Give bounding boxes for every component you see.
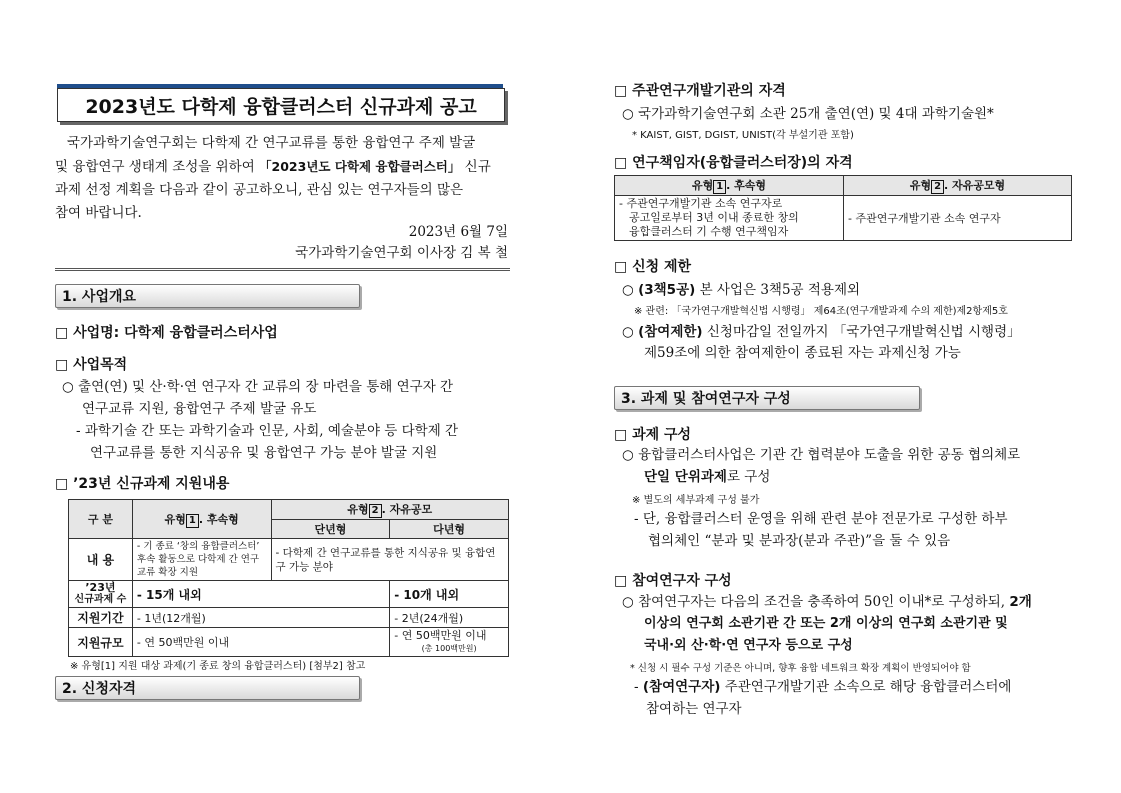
limit-note: ※ 관련: 「국가연구개발혁신법 시행령」 제64조(연구개발과제 수의 제한)제2항제5호 [634,306,1008,317]
row-scale-type2 [390,628,509,657]
purpose-item-2: - 과학기술 간 또는 과학기술과 인문, 사회, 예술분야 등 다학제 간 [76,423,459,439]
task-item-1 [622,444,1082,488]
section-3-header: 3. 과제 및 참여연구자 구성 [614,386,920,410]
th-type1-a: 유형 [164,512,186,526]
member-item-2 [634,676,1084,720]
pi-th-type1-a: 유형 [691,179,714,192]
row-period-type1: - 1년(12개월) [132,608,389,628]
purpose-list [62,376,512,464]
th-type1-b: . 후속형 [198,512,239,526]
pi-table [614,175,1072,241]
row-content-label: 내 용 [69,539,133,581]
member-item-1-a: ○ 참여연구자는 다음의 조건을 충족하여 50인 이내*로 구성하되, [622,594,1010,610]
org-note: * KAIST, GIST, DGIST, UNIST(각 부설기관 포함) [632,130,854,141]
task-item-2-cont: 협의체인 “분과 및 분과장(분과 주관)”을 둘 수 있음 [648,533,951,549]
th-type2 [271,500,508,520]
member-item-2-tag: (참여연구자) [642,679,721,695]
intro-line-3: 과제 선정 계획을 다음과 같이 공고하오니, 관심 있는 연구자들의 많은 [55,182,464,198]
support-heading: □ ’23년 신규과제 지원내용 [55,476,230,492]
limit-item-1-text: 본 사업은 3책5공 적용제외 [695,282,861,298]
task-item-1-tail: 로 구성 [726,469,771,485]
support-table [68,499,509,657]
intro-line-2a: 및 융합연구 생태계 조성을 위하여 [55,159,260,175]
th-single: 단년형 [271,520,390,539]
pi-cell-type1 [615,196,844,241]
pi-th-type2 [844,176,1072,196]
row-scale-label: 지원규모 [69,628,133,657]
th-type2-b: . 자유공모 [381,503,433,516]
th-type1-num: 1 [186,514,199,528]
org-item-1: ○ 국가과학기술연구회 소관 25개 출연(연) 및 4대 과학기술원* [622,106,994,122]
section-2-header: 2. 신청자격 [55,676,360,700]
task-item-1-line: ○ 융합클러스터사업은 기관 간 협력분야 도출을 위한 공동 협의체로 [622,447,1021,463]
purpose-item-2-cont: 연구교류를 통한 지식공유 및 융합연구 가능 분야 발굴 지원 [90,445,438,461]
member-item-1-d: 국내·외 산·학·연 연구자 등으로 구성 [644,638,853,653]
pi-cell-type1-c: 융합클러스터 기 수행 연구책임자 [629,225,789,238]
pi-th-type2-num: 2 [931,180,944,194]
page-title [57,88,505,122]
notice-signer: 국가과학기술연구회 이사장 김 복 철 [295,245,508,261]
table-note: ※ 유형[1] 지원 대상 과제(기 종료 창의 융합클러스터) [첨부2] 참고 [70,661,366,672]
task-item-2-line: - 단, 융합클러스터 운영을 위해 관련 분야 전문가로 구성한 하부 [634,511,1008,527]
purpose-heading: □ 사업목적 [55,357,128,373]
pi-heading: □ 연구책임자(융합클러스터장)의 자격 [614,155,853,171]
intro-line-4: 참여 바랍니다. [55,205,142,221]
th-type2-num: 2 [369,504,382,518]
task-item-2 [634,508,1084,552]
pi-cell-type1-b: 공고일로부터 3년 이내 종료한 창의 [629,211,799,224]
notice-date: 2023년 6월 7일 [408,224,508,240]
row-scale-type2-b: (총 100백만원) [421,644,477,653]
th-type2-a: 유형 [347,503,369,516]
task-item-1-emph: 단일 단위과제 [644,469,727,485]
member-note: * 신청 시 필수 구성 기준은 아니며, 향후 융합 네트워크 확장 계획이 반영되어야 함 [630,663,971,674]
divider [55,268,510,271]
task-note: ※ 별도의 세부과제 구성 불가 [632,495,760,506]
page-title-text: 2023년도 다학제 융합클러스터 신규과제 공고 [85,95,477,118]
intro-emphasis: 「2023년도 다학제 융합클러스터」 [259,159,461,174]
row-count-label [69,581,133,608]
purpose-item-1: ○ 출연(연) 및 산·학·연 연구자 간 교류의 장 마련을 통해 연구자 간 [62,379,454,395]
intro-line-1: 국가과학기술연구회는 다학제 간 연구교류를 통한 융합연구 주제 발굴 [67,135,476,151]
row-count-type1: - 15개 내외 [132,581,389,608]
row-scale-type1: - 연 50백만원 이내 [132,628,389,657]
intro-line-2c: 신규 [460,159,491,175]
pi-th-type2-b: . 자유공모형 [944,179,1006,192]
member-item-1-c: 이상의 연구회 소관기관 간 또는 2개 이상의 연구회 소관기관 및 [644,616,1008,631]
org-heading: □ 주관연구개발기관의 자격 [614,83,786,99]
pi-cell-type2: - 주관연구개발기관 소속 연구자 [844,196,1072,241]
member-item-2-text: 주관연구개발기관 소속으로 해당 융합클러스터에 [720,679,1012,695]
row-scale-type2-a: - 연 50백만원 이내 [394,629,487,642]
limit-item-2-text: 신청마감일 전일까지 「국가연구개발혁신법 시행령」 [702,324,1021,340]
pi-th-type2-a: 유형 [909,179,932,192]
member-item-1 [622,591,1087,657]
purpose-item-1-cont: 연구교류 지원, 융합연구 주제 발굴 유도 [82,401,317,417]
row-period-type2: - 2년(24개월) [390,608,509,628]
pi-th-type1-b: . 후속형 [726,179,767,192]
row-content-type1: - 기 종료 ‘창의 융합클러스터’ 후속 활동으로 다학제 간 연구 교류 확장 지원 [132,539,271,581]
intro-paragraph [55,132,510,225]
member-item-2-cont: 참여하는 연구자 [646,701,742,717]
limit-item-1-tag: (3책5공) [638,282,696,298]
pi-cell-type1-a: - 주관연구개발기관 소속 연구자로 [619,197,783,210]
row-period-label: 지원기간 [69,608,133,628]
row-count-label-a: ’23년 [85,581,116,594]
pi-th-type1 [615,176,844,196]
member-item-2-dash: - [634,679,643,695]
th-multi: 다년형 [390,520,509,539]
member-item-1-b: 2개 [1009,594,1032,610]
limit-item-2-tag: (참여제한) [638,324,703,340]
row-count-label-b: 신규과제 수 [74,594,127,605]
th-type1 [132,500,271,539]
limit-heading: □ 신청 제한 [614,259,692,275]
limit-item-1: ○ (3책5공) 본 사업은 3책5공 적용제외 [622,282,861,298]
th-gubun: 구 분 [69,500,133,539]
limit-item-2: ○ (참여제한) 신청마감일 전일까지 「국가연구개발혁신법 시행령」 제59조에 의한 참여제한이 종료된 자는 과제신청 가능 [622,322,1021,364]
member-heading: □ 참여연구자 구성 [614,573,732,589]
task-heading: □ 과제 구성 [614,427,692,443]
pi-th-type1-num: 1 [713,180,726,194]
intro-line-2 [55,155,510,179]
section-1-header: 1. 사업개요 [55,284,360,308]
row-content-type2: - 다학제 간 연구교류를 통한 지식공유 및 융합연구 가능 분야 [271,539,508,581]
limit-item-2-cont: 제59조에 의한 참여제한이 종료된 자는 과제신청 가능 [644,345,961,361]
row-count-type2: - 10개 내외 [390,581,509,608]
biz-name: □ 사업명: 다학제 융합클러스터사업 [55,325,278,341]
